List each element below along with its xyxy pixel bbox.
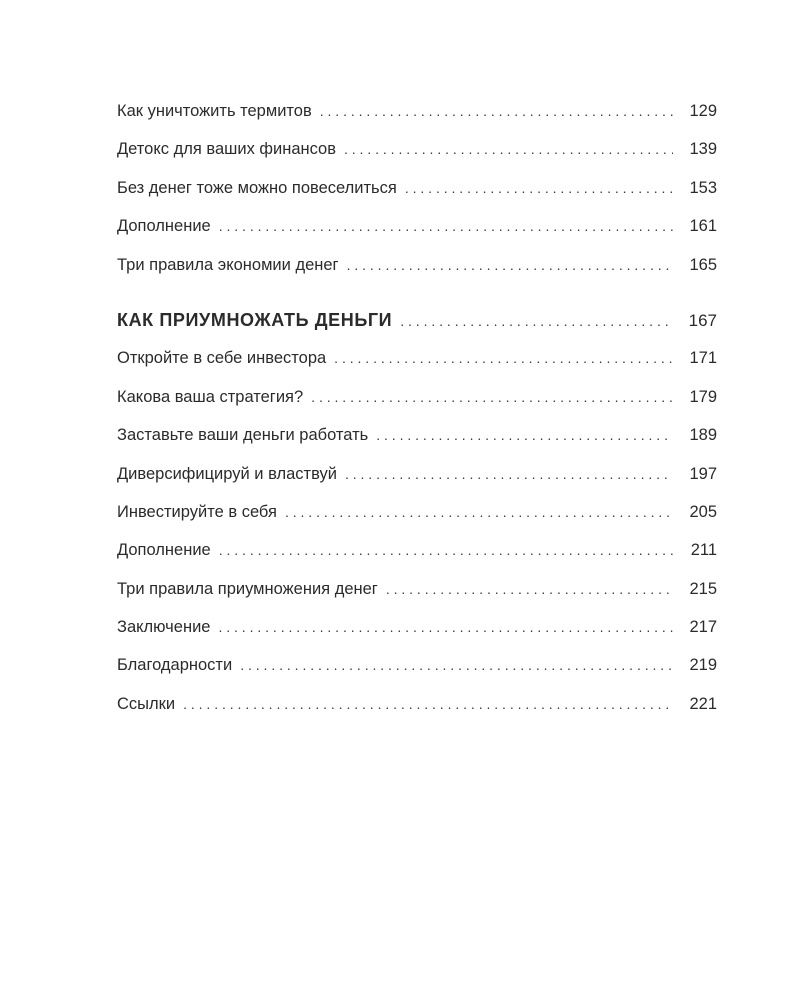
section-spacer bbox=[117, 284, 717, 301]
dot-leader bbox=[219, 531, 673, 569]
toc-entry-page: 215 bbox=[689, 579, 717, 598]
toc-entry bbox=[117, 246, 717, 284]
dot-leader bbox=[347, 246, 673, 284]
toc-entry bbox=[117, 531, 717, 569]
toc-entry bbox=[117, 455, 717, 493]
dot-leader bbox=[334, 339, 673, 377]
dot-leader bbox=[400, 302, 673, 340]
toc-entry-page: 153 bbox=[689, 178, 717, 197]
toc-entry-page: 161 bbox=[689, 217, 717, 236]
toc-entry-title: Откройте в себе инвестора bbox=[117, 349, 327, 368]
toc-entry bbox=[117, 493, 717, 531]
toc-entry-title: Какова ваша стратегия? bbox=[117, 387, 304, 406]
toc-entry-title: Диверсифицируй и властвуй bbox=[117, 464, 337, 483]
toc-entry bbox=[117, 685, 717, 723]
toc-entry-page: 139 bbox=[689, 140, 717, 159]
dot-leader bbox=[240, 646, 673, 684]
dot-leader bbox=[386, 570, 673, 608]
toc-entry-title: Дополнение bbox=[117, 541, 211, 560]
section-title: КАК ПРИУМНОЖАТЬ ДЕНЬГИ bbox=[117, 309, 393, 330]
toc-entry-page: 197 bbox=[689, 464, 717, 483]
dot-leader bbox=[285, 493, 673, 531]
toc-entry bbox=[117, 130, 717, 168]
dot-leader bbox=[219, 207, 673, 245]
toc-section-heading bbox=[117, 301, 717, 339]
toc-entry-title: Как уничтожить термитов bbox=[117, 102, 312, 120]
toc-entry bbox=[117, 92, 717, 130]
dot-leader bbox=[218, 608, 673, 646]
toc-entry-page: 165 bbox=[689, 255, 717, 274]
dot-leader bbox=[320, 92, 673, 130]
toc-entry-title: Инвестируйте в себя bbox=[117, 502, 277, 521]
toc-entry-page: 205 bbox=[689, 502, 717, 521]
toc-entry-page: 179 bbox=[689, 387, 717, 406]
toc-entry-title: Заставьте ваши деньги работать bbox=[117, 426, 369, 445]
toc-entry-page: 221 bbox=[689, 694, 717, 713]
toc-entry-title: Без денег тоже можно повеселиться bbox=[117, 178, 397, 197]
toc-entry-title: Дополнение bbox=[117, 217, 211, 236]
dot-leader bbox=[345, 455, 673, 493]
table-of-contents bbox=[117, 92, 717, 723]
toc-entry-page: 171 bbox=[689, 349, 717, 368]
toc-entry bbox=[117, 416, 717, 454]
toc-entry-title: Заключение bbox=[117, 618, 211, 637]
toc-entry bbox=[117, 646, 717, 684]
section-page: 167 bbox=[688, 310, 717, 330]
toc-entry bbox=[117, 570, 717, 608]
toc-entry-title: Три правила приумножения денег bbox=[117, 579, 378, 598]
toc-entry-title: Благодарности bbox=[117, 656, 233, 675]
toc-entry-title: Детокс для ваших финансов bbox=[117, 140, 336, 159]
toc-entry bbox=[117, 339, 717, 377]
toc-entry bbox=[117, 169, 717, 207]
dot-leader bbox=[311, 378, 673, 416]
dot-leader bbox=[183, 685, 673, 723]
toc-entry bbox=[117, 608, 717, 646]
dot-leader bbox=[405, 169, 673, 207]
toc-entry-page: 129 bbox=[689, 102, 717, 120]
toc-entry-page: 219 bbox=[689, 656, 717, 675]
toc-entry-page: 217 bbox=[689, 618, 717, 637]
toc-entry bbox=[117, 207, 717, 245]
toc-entry bbox=[117, 378, 717, 416]
toc-entry-page: 211 bbox=[690, 541, 717, 560]
dot-leader bbox=[376, 416, 673, 454]
dot-leader bbox=[344, 130, 673, 168]
toc-entry-title: Три правила экономии денег bbox=[117, 255, 339, 274]
toc-entry-page: 189 bbox=[689, 426, 717, 445]
toc-entry-title: Ссылки bbox=[117, 694, 176, 713]
